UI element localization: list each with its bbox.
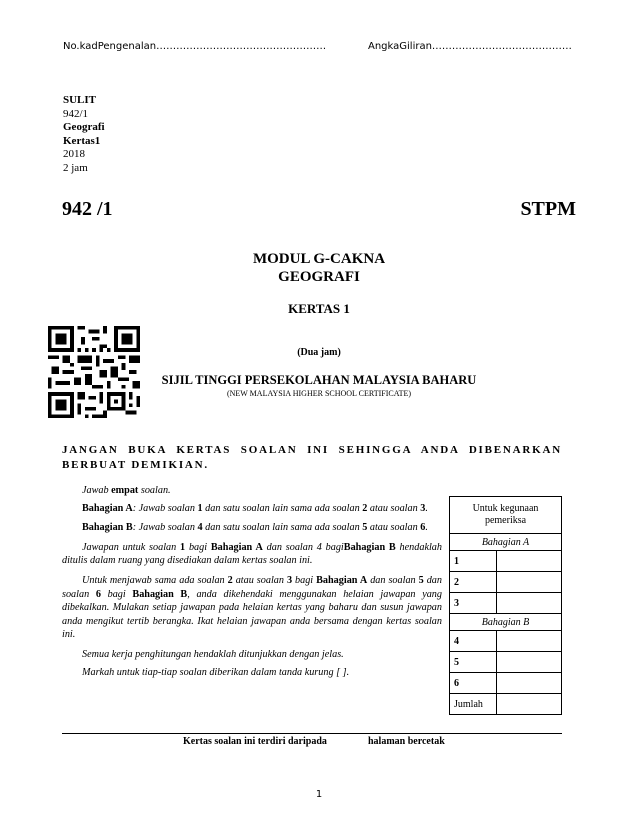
instruction-5: Untuk menjawab sama ada soalan 2 atau soalan 3 bagi Bahagian A dan soalan 5 dan soalan 6 bagi Bahagian B, anda dikehendaki menggunakan helaian jawapan yang dibekalkan. Mulakan setiap jawapan pada helaian kertas yang baharu dan susun jawapan anda mengikut tertib berangka. Ikat helaian jawapan anda bersama dengan kertas soalan ini. <box>62 574 442 641</box>
question-number: 4 <box>450 631 497 652</box>
paper-number: Kertas1 <box>63 134 101 147</box>
duration: 2 jam <box>63 161 88 174</box>
question-number: 1 <box>450 551 497 572</box>
year: 2018 <box>63 148 85 160</box>
mark-cell[interactable] <box>497 652 562 673</box>
page-count-suffix: halaman bercetak <box>368 736 445 747</box>
instruction-2: Bahagian A: Jawab soalan 1 dan satu soalan lain sama ada soalan 2 atau soalan 3. <box>82 502 428 514</box>
instruction-7: Markah untuk tiap-tiap soalan diberikan dalam tanda kurung [ ]. <box>82 666 350 678</box>
turn-number-field: AngkaGiliran…………………………………… <box>368 41 572 52</box>
table-row <box>450 551 562 572</box>
exam-name: STPM <box>520 198 576 220</box>
question-number: 2 <box>450 572 497 593</box>
certificate-title-english: (NEW MALAYSIA HIGHER SCHOOL CERTIFICATE) <box>226 389 412 398</box>
mark-cell[interactable] <box>497 551 562 572</box>
module-title: MODUL G-CAKNA <box>252 251 386 267</box>
table-row <box>450 652 562 673</box>
mark-cell[interactable] <box>497 673 562 694</box>
section-b-label: Bahagian B <box>450 614 562 631</box>
duration-label: (Dua jam) <box>297 347 341 358</box>
question-number: 5 <box>450 652 497 673</box>
instruction-3: Bahagian B: Jawab soalan 4 dan satu soalan lain sama ada soalan 5 atau soalan 6. <box>82 522 428 534</box>
paper-title: KERTAS 1 <box>288 301 350 316</box>
paper-meta <box>63 94 105 175</box>
id-number-field: No.kadPengenalan…………………………………………… <box>63 41 327 52</box>
page-number: 1 <box>315 789 323 800</box>
table-row <box>450 673 562 694</box>
total-cell[interactable] <box>497 694 562 715</box>
instruction-6: Semua kerja penghitungan hendaklah ditunjukkan dengan jelas. <box>82 648 344 660</box>
certificate-title: SIJIL TINGGI PERSEKOLAHAN MALAYSIA BAHARU <box>161 373 477 387</box>
warning-text: JANGAN BUKA KERTAS SOALAN INI SEHINGGA ANDA DIBENARKAN BERBUAT DEMIKIAN. <box>62 444 562 471</box>
footer-divider <box>62 733 562 734</box>
table-row <box>450 572 562 593</box>
instruction-1: Jawab empat soalan. <box>82 485 171 496</box>
subject-title: GEOGRAFI <box>278 269 360 285</box>
examiner-marks-table <box>449 496 562 715</box>
mark-cell[interactable] <box>497 631 562 652</box>
paper-code: 942/1 <box>63 107 89 120</box>
classification: SULIT <box>63 94 97 106</box>
table-row <box>450 631 562 652</box>
mark-cell[interactable] <box>497 593 562 614</box>
total-label: Jumlah <box>450 694 497 715</box>
table-row <box>450 694 562 715</box>
examiner-header: Untuk kegunaan pemeriksa <box>450 497 562 534</box>
page-count-text: Kertas soalan ini terdiri daripada <box>183 736 327 747</box>
exam-code: 942 /1 <box>62 198 113 220</box>
instructions <box>62 484 442 685</box>
table-row <box>450 593 562 614</box>
question-number: 3 <box>450 593 497 614</box>
mark-cell[interactable] <box>497 572 562 593</box>
subject: Geografi <box>63 121 105 133</box>
question-number: 6 <box>450 673 497 694</box>
section-a-label: Bahagian A <box>450 534 562 551</box>
qr-code-image <box>48 326 140 418</box>
instruction-4: Jawapan untuk soalan 1 bagi Bahagian A dan soalan 4 bagiBahagian B hendaklah ditulis dalam ruang yang disediakan dalam kertas soalan ini. <box>62 541 442 567</box>
